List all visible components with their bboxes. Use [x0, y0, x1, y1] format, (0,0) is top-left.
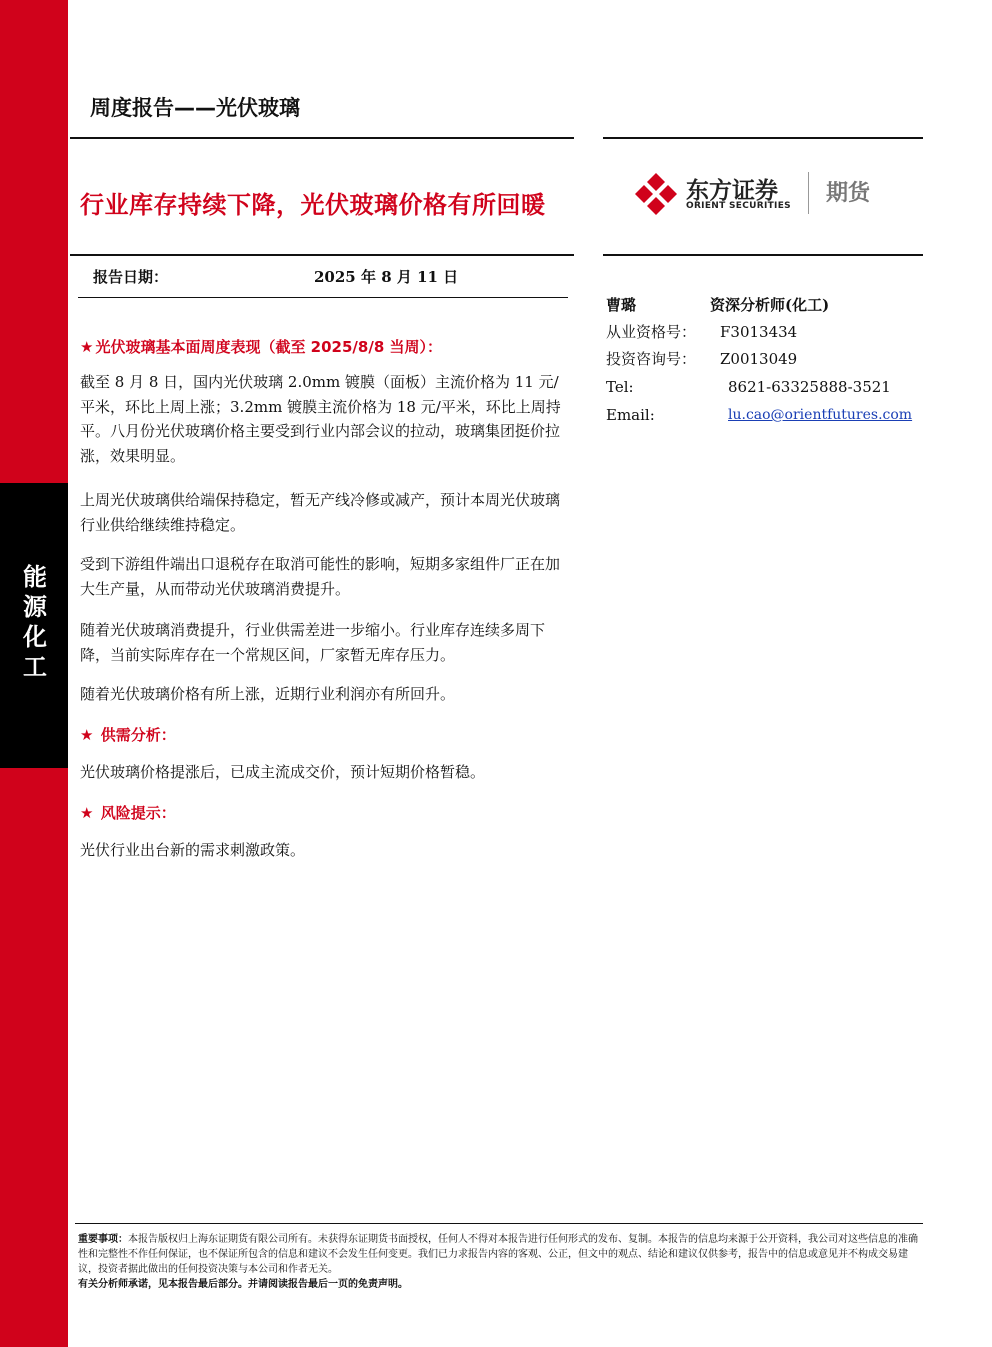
- disclaimer-footer: 有关分析师承诺，见本报告最后部分。并请阅读报告最后一页的免责声明。: [78, 1279, 408, 1290]
- report-date-value: 2025 年 8 月 11 日: [314, 268, 459, 286]
- section-supply-demand-text: 供需分析：: [100, 726, 176, 744]
- disclaimer-lead: 重要事项：: [78, 1234, 128, 1245]
- header-rule-right: [603, 137, 923, 139]
- disclaimer: [78, 1232, 926, 1292]
- paragraph-profit: 随着光伏玻璃价格有所上涨，近期行业利润亦有所回升。: [80, 685, 456, 703]
- logo-separator: [808, 172, 809, 214]
- email-link[interactable]: lu.cao@orientfutures.com: [728, 407, 913, 423]
- logo-division: 期货: [826, 181, 871, 206]
- date-rule-bottom: [78, 297, 568, 298]
- section-fundamentals-text: 光伏玻璃基本面周度表现（截至 2025/8/8 当周）：: [95, 338, 442, 356]
- date-rule-top-right: [603, 254, 923, 256]
- disclaimer-text: 本报告版权归上海东证期货有限公司所有。未获得东证期货书面授权，任何人不得对本报告进行任何形式的发布、复制。本报告的信息均来源于公开资料，我公司对这些信息的准确性和完整性不作任何保证，也不保证所包含的信息和建议不会发生任何变更。我们已力求报告内容的客观、公正，但文中的观点、结论和建议仅供参考，报告中的信息或意见并不构成交易建议，投资者据此做出的任何投资决策与本公司和作者无关。: [78, 1234, 918, 1275]
- report-type-title: 周度报告——光伏玻璃: [90, 96, 300, 120]
- analyst-title: 资深分析师(化工): [710, 296, 830, 314]
- disclaimer-rule: [75, 1223, 923, 1224]
- paragraph-supply-demand: 光伏玻璃价格提涨后，已成主流成交价，预计短期价格暂稳。: [80, 763, 486, 781]
- section-supply-demand-title: [80, 724, 176, 745]
- star-icon: ★: [80, 338, 94, 356]
- paragraph-price: 截至 8 月 8 日，国内光伏玻璃 2.0mm 镀膜（面板）主流价格为 11 元/平米，环比上周上涨；3.2mm 镀膜主流价格为 18 元/平米，环比上周持平。八月份光伏玻璃价格主要受到行业内部会议的拉动，玻璃集团挺价拉涨，效果明显。: [80, 373, 561, 465]
- report-date-label: 报告日期：: [93, 268, 169, 286]
- star-icon: ★: [80, 804, 94, 822]
- logo-name-cn: 东方证券: [686, 178, 778, 204]
- sector-label: 能源化工: [23, 563, 47, 681]
- email-label: Email:: [606, 406, 655, 424]
- report-headline: 行业库存持续下降，光伏玻璃价格有所回暖: [80, 191, 546, 219]
- header-rule-left: [70, 137, 574, 139]
- consult-label: 投资咨询号：: [606, 350, 697, 368]
- logo-name-en: ORIENT SECURITIES: [686, 201, 791, 211]
- tel-label: Tel:: [606, 378, 634, 396]
- paragraph-supply: 上周光伏玻璃供给端保持稳定，暂无产线冷修或减产，预计本周光伏玻璃行业供给继续维持稳定。: [80, 491, 561, 534]
- paragraph-demand: 受到下游组件端出口退税存在取消可能性的影响，短期多家组件厂正在加大生产量，从而带动光伏玻璃消费提升。: [80, 555, 561, 598]
- section-risk-text: 风险提示：: [100, 804, 176, 822]
- date-rule-top-left: [70, 254, 574, 256]
- star-icon: ★: [80, 726, 94, 744]
- analyst-name: 曹璐: [606, 296, 637, 314]
- paragraph-inventory: 随着光伏玻璃消费提升，行业供需差进一步缩小。行业库存连续多周下降，当前实际库存在一个常规区间，厂家暂无库存压力。: [80, 621, 546, 664]
- section-fundamentals-title: [80, 336, 442, 357]
- paragraph-risk: 光伏行业出台新的需求刺激政策。: [80, 841, 306, 859]
- qualification-value: F3013434: [720, 323, 798, 341]
- tel-value: 8621-63325888-3521: [728, 378, 891, 396]
- orient-securities-logo: [634, 172, 884, 216]
- orient-logo-icon: [634, 172, 678, 216]
- qualification-label: 从业资格号：: [606, 323, 697, 341]
- consult-value: Z0013049: [720, 350, 798, 368]
- section-risk-title: [80, 802, 176, 823]
